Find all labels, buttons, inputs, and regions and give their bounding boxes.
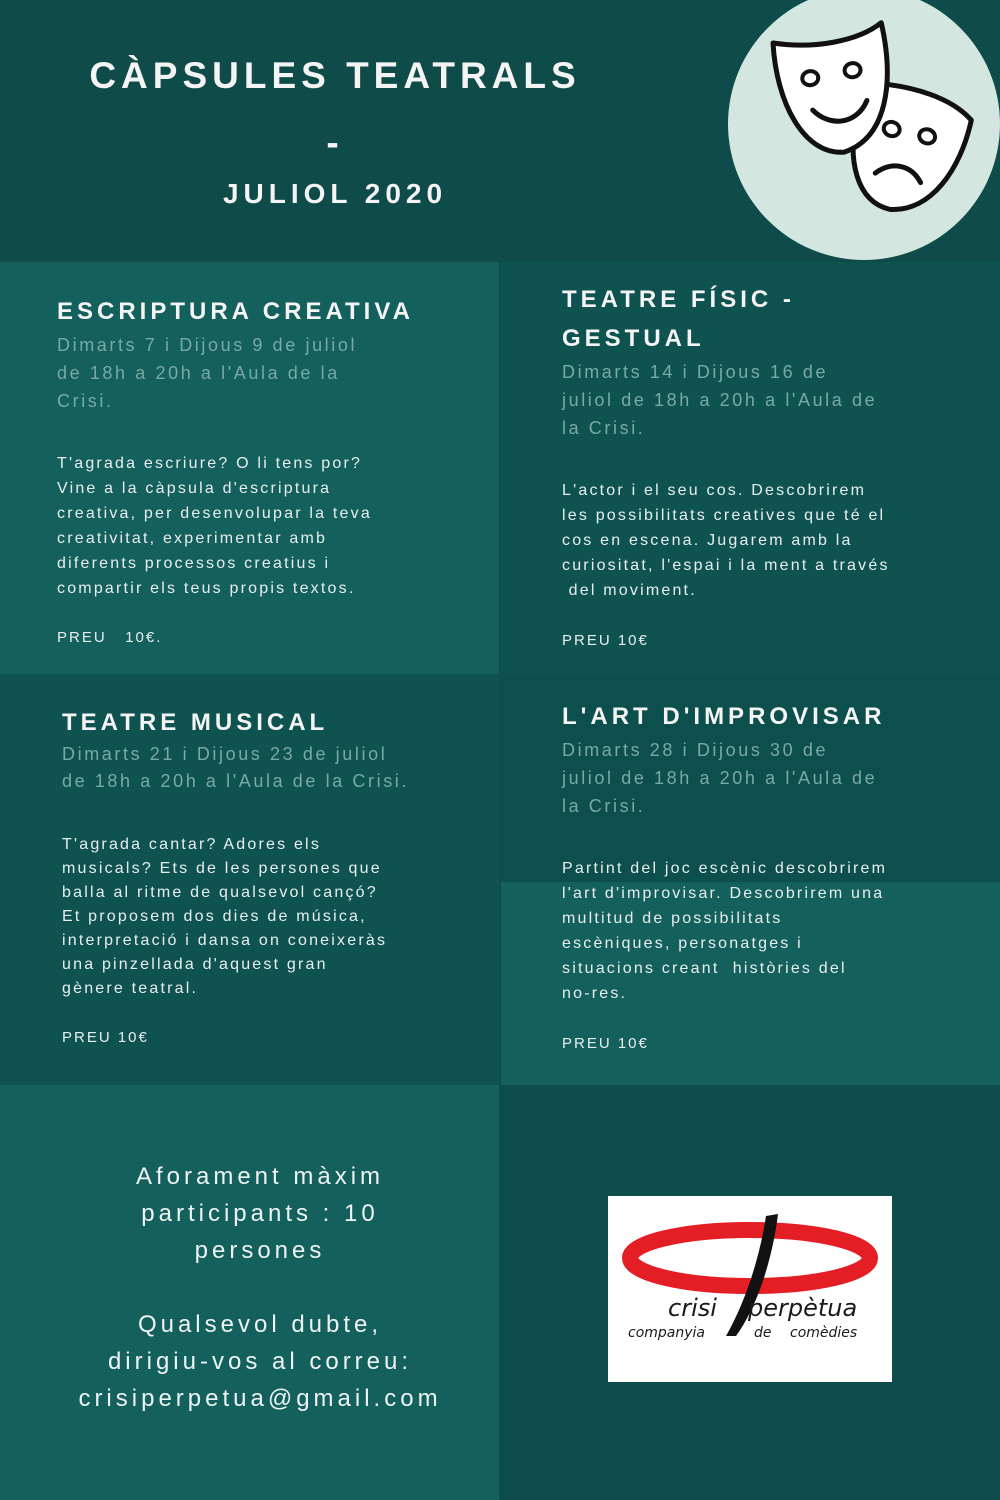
workshop-description: Partint del joc escènic descobrirem	[562, 860, 888, 877]
workshop-description: interpretació i dansa on coneixeràs	[62, 932, 388, 949]
panel-bg	[0, 1085, 499, 1500]
workshop-price: PREU 10€	[562, 632, 649, 649]
theater-masks-icon	[728, 0, 1000, 260]
logo-word-companyia: companyia	[628, 1325, 705, 1341]
workshop-date: Crisi.	[57, 391, 114, 411]
workshop-description: del moviment.	[562, 582, 697, 599]
workshop-title: TEATRE MUSICAL	[62, 709, 329, 736]
workshop-date: Dimarts 21 i Dijous 23 de juliol	[62, 744, 388, 764]
contact-info	[0, 1306, 520, 1417]
masks-badge	[728, 0, 1000, 260]
workshop-description: L'actor i el seu cos. Descobrirem	[562, 482, 867, 499]
company-logo	[608, 1196, 892, 1382]
contact-email[interactable]: crisiperpetua@gmail.com	[78, 1385, 442, 1412]
workshop-card-escriptura	[57, 292, 477, 646]
workshop-card-improvisar	[562, 697, 982, 1052]
workshop-price: PREU 10€.	[57, 629, 163, 646]
workshop-price: PREU 10€	[62, 1029, 149, 1046]
logo-word-de: de	[754, 1325, 772, 1341]
workshop-date: de 18h a 20h a l'Aula de la	[57, 363, 340, 383]
workshop-description: T'agrada cantar? Adores els	[62, 836, 322, 853]
contact-line: dirigiu-vos al correu:	[107, 1348, 413, 1375]
workshop-date: Dimarts 7 i Dijous 9 de juliol	[57, 335, 358, 355]
workshop-description: curiositat, l'espai i la ment a través	[562, 557, 890, 574]
workshop-date: juliol de 18h a 20h a l'Aula de	[562, 768, 878, 788]
workshop-description: Vine a la càpsula d'escriptura	[57, 480, 332, 497]
contact-line: Qualsevol dubte,	[137, 1311, 383, 1338]
title-separator: -	[326, 122, 344, 163]
workshop-description: compartir els teus propis textos.	[57, 580, 356, 597]
logo-word-comedies: comèdies	[790, 1325, 858, 1341]
capacity-line: Aforament màxim	[135, 1163, 385, 1190]
workshop-description: musicals? Ets de les persones que	[62, 860, 382, 877]
workshop-date: la Crisi.	[562, 796, 646, 816]
workshop-description: balla al ritme de qualsevol cançó?	[62, 884, 378, 901]
page-subtitle: JULIOL 2020	[222, 178, 448, 209]
logo-word-perpetua: perpètua	[748, 1294, 858, 1322]
workshop-description: una pinzellada d'aquest gran	[62, 956, 328, 973]
workshop-description: l'art d'improvisar. Descobrirem una	[562, 885, 885, 902]
workshop-date: la Crisi.	[562, 418, 646, 438]
workshop-card-teatre-fisic	[562, 280, 982, 649]
logo-word-crisi: crisi	[668, 1294, 717, 1322]
page-title: CÀPSULES TEATRALS	[89, 55, 581, 96]
workshop-description: situacions creant històries del	[562, 960, 847, 977]
workshop-date: juliol de 18h a 20h a l'Aula de	[562, 390, 878, 410]
logo-swoosh-icon	[608, 1196, 892, 1382]
workshop-title: TEATRE FÍSIC -	[562, 286, 795, 313]
workshop-description: diferents processos creatius i	[57, 555, 331, 572]
workshop-title: ESCRIPTURA CREATIVA	[57, 298, 414, 325]
workshop-date: de 18h a 20h a l'Aula de la Crisi.	[62, 771, 410, 791]
workshop-title: L'ART D'IMPROVISAR	[562, 703, 886, 730]
workshop-description: escèniques, personatges i	[562, 935, 803, 952]
workshop-date: Dimarts 14 i Dijous 16 de	[562, 362, 829, 382]
workshop-date: Dimarts 28 i Dijous 30 de	[562, 740, 829, 760]
capacity-line: persones	[194, 1237, 326, 1264]
workshop-description: cos en escena. Jugarem amb la	[562, 532, 853, 549]
workshop-description: gènere teatral.	[62, 980, 199, 997]
workshop-description: creativitat, experimentar amb	[57, 530, 328, 547]
workshop-description: multitud de possibilitats	[562, 910, 783, 927]
capacity-info	[0, 1158, 520, 1269]
workshop-description: Et proposem dos dies de música,	[62, 908, 367, 925]
workshop-description: T'agrada escriure? O li tens por?	[57, 455, 363, 472]
capacity-line: participants : 10	[141, 1200, 379, 1227]
workshop-description: les possibilitats creatives que té el	[562, 507, 886, 524]
workshop-description: creativa, per desenvolupar la teva	[57, 505, 372, 522]
workshop-title: GESTUAL	[562, 325, 705, 352]
workshop-price: PREU 10€	[562, 1035, 649, 1052]
workshop-card-teatre-musical	[62, 705, 482, 1046]
workshop-description: no-res.	[562, 985, 628, 1002]
